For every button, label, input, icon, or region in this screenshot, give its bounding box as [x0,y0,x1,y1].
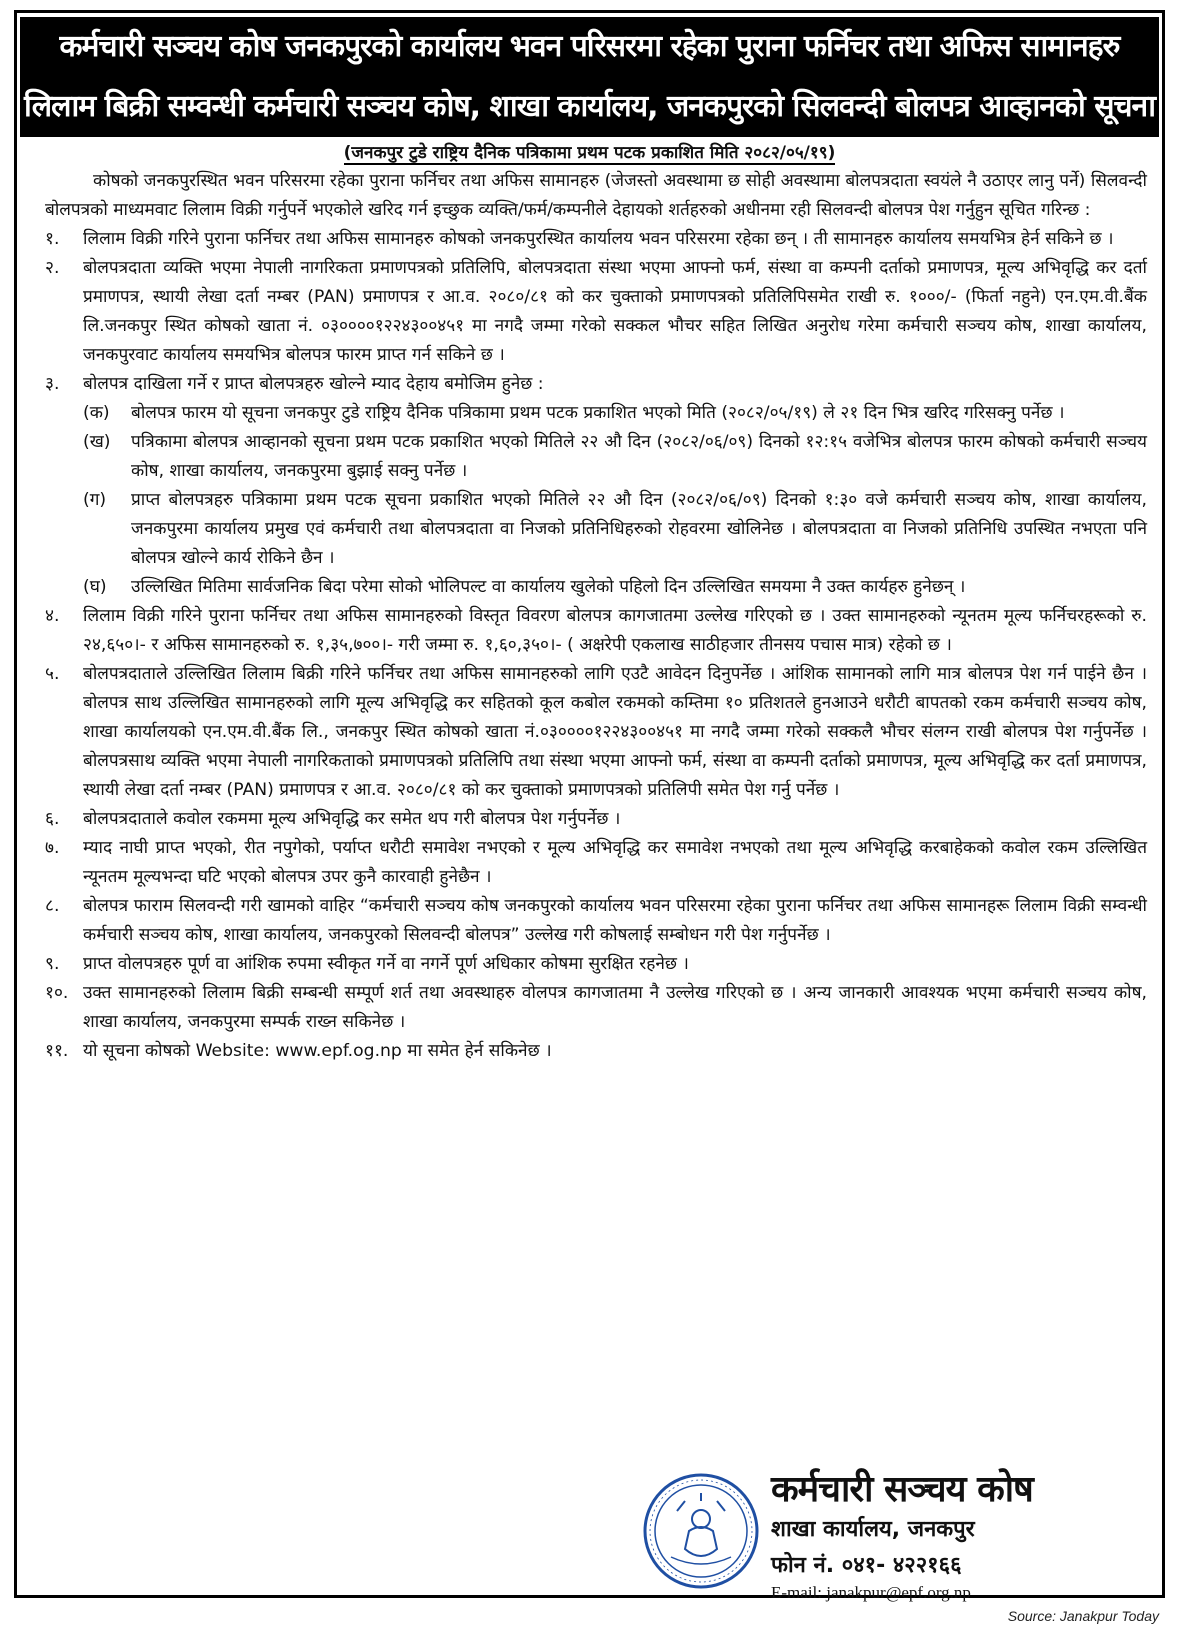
item-number: ७. [45,838,60,858]
list-item [45,660,1147,805]
item-number: ६. [45,809,60,829]
headline-line-2: लिलाम बिक्री सम्वन्धी कर्मचारी सञ्चय कोष, शाखा कार्यालय, जनकपुरको सिलवन्दी बोलपत्र आव्हानको सूचना [20,77,1159,137]
publication-note-text: (जनकपुर टुडे राष्ट्रिय दैनिक पत्रिकामा प्रथम पटक प्रकाशित मिति २०८२/०५/१९) [343,143,836,163]
sub-item-text: उल्लिखित मितिमा सार्वजनिक बिदा परेमा सोको भोलिपल्ट वा कार्यालय खुलेको पहिलो दिन उल्लिखित समयमा नै उक्त कार्यहरु हुनेछन् । [131,577,966,597]
list-item [45,254,1147,370]
sub-item-text: बोलपत्र फारम यो सूचना जनकपुर टुडे राष्ट्रिय दैनिक पत्रिकामा प्रथम पटक प्रकाशित भएको मिति (२०८२/०५/१९) ले २१ दिन भित्र खरिद गरिसक्नु पर्नेछ । [131,403,1065,423]
sub-item-number: (क) [83,403,110,423]
source-credit: Source: Janakpur Today [1007,1608,1159,1624]
item-text: यो सूचना कोषको Website: www.epf.og.np मा समेत हेर्न सकिनेछ । [83,1041,552,1061]
item-number: ५. [45,664,60,684]
sub-item [83,486,1147,573]
notice-frame [14,10,1165,1602]
org-name: कर्मचारी सञ्चय कोष [771,1469,1033,1510]
item-text: बोलपत्रदाताले उल्लिखित लिलाम बिक्री गरिने फर्निचर तथा अफिस सामानहरुको लागि एउटै आवेदन दिनुपर्नेछ । आंशिक सामानको लागि मात्र बोलपत्र पेश गर्न पाईने छैन । बोलपत्र साथ उल्लिखित सामानहरुको लागि मूल्य अभिवृद्धि कर सहितको कूल कबोल रकमको कम्तिमा १० प्रतिशतले हुनआउने धरौटी बापतको रकम कर्मचारी सञ्चय कोष, शाखा कार्यालयको एन.एम.वी.बैंक लि., जनकपुर स्थित कोषको खाता नं.०३००००१२२४३००४५१ मा नगदै जम्मा गरेको सक्कलै भौचर संलग्न राखी बोलपत्र पेश गर्नुपर्नेछ । बोलपत्रसाथ व्यक्ति भएमा नेपाली नागरिकताको प्रमाणपत्रको प्रतिलिपि तथा संस्था भएमा आफ्नो फर्म, संस्था वा कम्पनी दर्ताको प्रमाणपत्र, मूल्य अभिवृद्धि कर दर्ता प्रमाणपत्र, स्थायी लेखा दर्ता नम्बर (PAN) प्रमाणपत्र र आ.व. २०८०/८१ को कर चुक्ताको प्रमाणपत्रको प्रतिलिपी समेत पेश गर्नु पर्नेछ । [83,664,1147,800]
notice-body [45,167,1147,1066]
item-text: बोलपत्र दाखिला गर्ने र प्राप्त बोलपत्रहरु खोल्ने म्याद देहाय बमोजिम हुनेछ : [83,374,544,394]
list-item [45,1037,1147,1066]
item-text: प्राप्त वोलपत्रहरु पूर्ण वा आंशिक रुपमा स्वीकृत गर्ने वा नगर्ने पूर्ण अधिकार कोषमा सुरक्षित रहनेछ । [83,954,689,974]
sub-item-number: (घ) [83,577,107,597]
item-number: ४. [45,606,60,626]
item-number: ९. [45,954,60,974]
item-number: ११. [45,1041,69,1061]
intro-paragraph: कोषको जनकपुरस्थित भवन परिसरमा रहेका पुराना फर्निचर तथा अफिस सामानहरु (जेजस्तो अवस्थामा छ सोही अवस्थामा बोलपत्रदाता स्वयंले नै उठाएर लानु पर्ने) सिलवन्दी बोलपत्रको माध्यमवाट लिलाम विक्री गर्नुपर्ने भएकोले खरिद गर्न इच्छुक व्यक्ति/फर्म/कम्पनीले देहायको शर्तहरुको अधीनमा रही सिलवन्दी बोलपत्र पेश गर्नुहुन सूचित गरिन्छ : [45,171,1147,220]
list-item [45,805,1147,834]
list-item [45,950,1147,979]
publication-note [17,141,1162,165]
list-item [45,602,1147,660]
sub-item [83,573,1147,602]
item-number: १. [45,229,60,249]
item-text: बोलपत्रदाता व्यक्ति भएमा नेपाली नागरिकता प्रमाणपत्रको प्रतिलिपि, बोलपत्रदाता संस्था भएमा आफ्नो फर्म, संस्था वा कम्पनी दर्ताको प्रमाणपत्र, मूल्य अभिवृद्धि कर दर्ता प्रमाणपत्र, स्थायी लेखा दर्ता नम्बर (PAN) प्रमाणपत्र र आ.व. २०८०/८१ को कर चुक्ताको प्रमाणपत्रको प्रतिलिपिसमेत राखी रु. १०००/- (फिर्ता नहुने) एन.एम.वी.बैंक लि.जनकपुर स्थित कोषको खाता नं. ०३००००१२२४३००४५१ मा नगदै जम्मा गरेको सक्कल भौचर सहित लिखित अनुरोध गरेमा कर्मचारी सञ्चय कोष, शाखा कार्यालय, जनकपुरवाट कार्यालय समयभित्र बोलपत्र फारम प्राप्त गर्न सकिने छ । [83,258,1147,365]
phone-number: फोन नं. ०४१- ४२२१६६ [771,1553,962,1578]
list-item [45,979,1147,1037]
branch-name: शाखा कार्यालय, जनकपुर [771,1517,975,1542]
item-number: १०. [45,983,69,1003]
item-text: म्याद नाघी प्राप्त भएको, रीत नपुगेको, पर्याप्त धरौटी समावेश नभएको र मूल्य अभिवृद्धि कर समावेश नभएको तथा मूल्य अभिवृद्धि करबाहेकको कवोल रकम उल्लिखित न्यूनतम मूल्यभन्दा घटि भएको बोलपत्र उपर कुनै कारवाही हुनेछैन । [83,838,1147,887]
list-item [45,834,1147,892]
list-item [45,892,1147,950]
headline-line-1: कर्मचारी सञ्चय कोष जनकपुरको कार्यालय भवन परिसरमा रहेका पुराना फर्निचर तथा अफिस सामानहरु [20,17,1159,77]
item-text: लिलाम विक्री गरिने पुराना फर्निचर तथा अफिस सामानहरु कोषको जनकपुरस्थित कार्यालय भवन परिसरमा रहेका छन् । ती सामानहरु कार्यालय समयभित्र हेर्न सकिने छ । [83,229,1114,249]
item-number: ८. [45,896,60,916]
sub-item [83,399,1147,428]
item-number: २. [45,258,60,278]
list-item [45,225,1147,254]
sub-item-number: (ग) [83,490,107,510]
item-text: लिलाम विक्री गरिने पुराना फर्निचर तथा अफिस सामानहरुको विस्तृत विवरण बोलपत्र कागजातमा उल्लेख गरिएको छ । उक्त सामानहरुको न्यूनतम मूल्य फर्निचरहरूको रु. २४,६५०।- र अफिस सामानहरुको रु. १,३५,७००।- गरी जम्मा रु. १,६०,३५०।- ( अक्षरेपी एकलाख साठीहजार तीनसय पचास मात्र) रहेको छ । [83,606,1147,655]
item-text: बोलपत्र फाराम सिलवन्दी गरी खामको वाहिर “कर्मचारी सञ्चय कोष जनकपुरको कार्यालय भवन परिसरमा रहेका पुराना फर्निचर तथा अफिस सामानहरू लिलाम विक्री सम्वन्धी कर्मचारी सञ्चय कोष, शाखा कार्यालय, जनकपुरको सिलवन्दी बोलपत्र” उल्लेख गरी कोषलाई सम्बोधन गरी पेश गर्नुपर्नेछ । [83,896,1147,945]
item-text: बोलपत्रदाताले कवोल रकममा मूल्य अभिवृद्धि कर समेत थप गरी बोलपत्र पेश गर्नुपर्नेछ । [83,809,621,829]
list-item [45,370,1147,399]
epf-seal-icon [641,1471,761,1591]
sub-item [83,428,1147,486]
email-address: E-mail: janakpur@epf.org.np [771,1583,971,1602]
item-number: ३. [45,374,60,394]
item-text: उक्त सामानहरुको लिलाम बिक्री सम्बन्धी सम्पूर्ण शर्त तथा अवस्थाहरु वोलपत्र कागजातमा नै उल्लेख गरिएको छ । अन्य जानकारी आवश्यक भएमा कर्मचारी सञ्चय कोष, शाखा कार्यालय, जनकपुरमा सम्पर्क राख्न सकिनेछ । [83,983,1147,1032]
signature-block [641,1463,1161,1603]
sub-item-number: (ख) [83,432,111,452]
sub-item-text: पत्रिकामा बोलपत्र आव्हानको सूचना प्रथम पटक प्रकाशित भएको मितिले २२ औ दिन (२०८२/०६/०९) दिनको १२:१५ वजेभित्र बोलपत्र फारम कोषको कर्मचारी सञ्चय कोष, शाखा कार्यालय, जनकपुरमा बुझाई सक्नु पर्नेछ । [131,432,1147,481]
sub-item-text: प्राप्त बोलपत्रहरु पत्रिकामा प्रथम पटक सूचना प्रकाशित भएको मितिले २२ औ दिन (२०८२/०६/०९) दिनको १:३० वजे कर्मचारी सञ्चय कोष, शाखा कार्यालय, जनकपुरमा कार्यालय प्रमुख एवं कर्मचारी तथा बोलपत्रदाता वा निजको प्रतिनिधिहरुको रोहवरमा खोलिनेछ । बोलपत्रदाता वा निजको प्रतिनिधि उपस्थित नभएता पनि बोलपत्र खोल्ने कार्य रोकिने छैन । [131,490,1147,568]
